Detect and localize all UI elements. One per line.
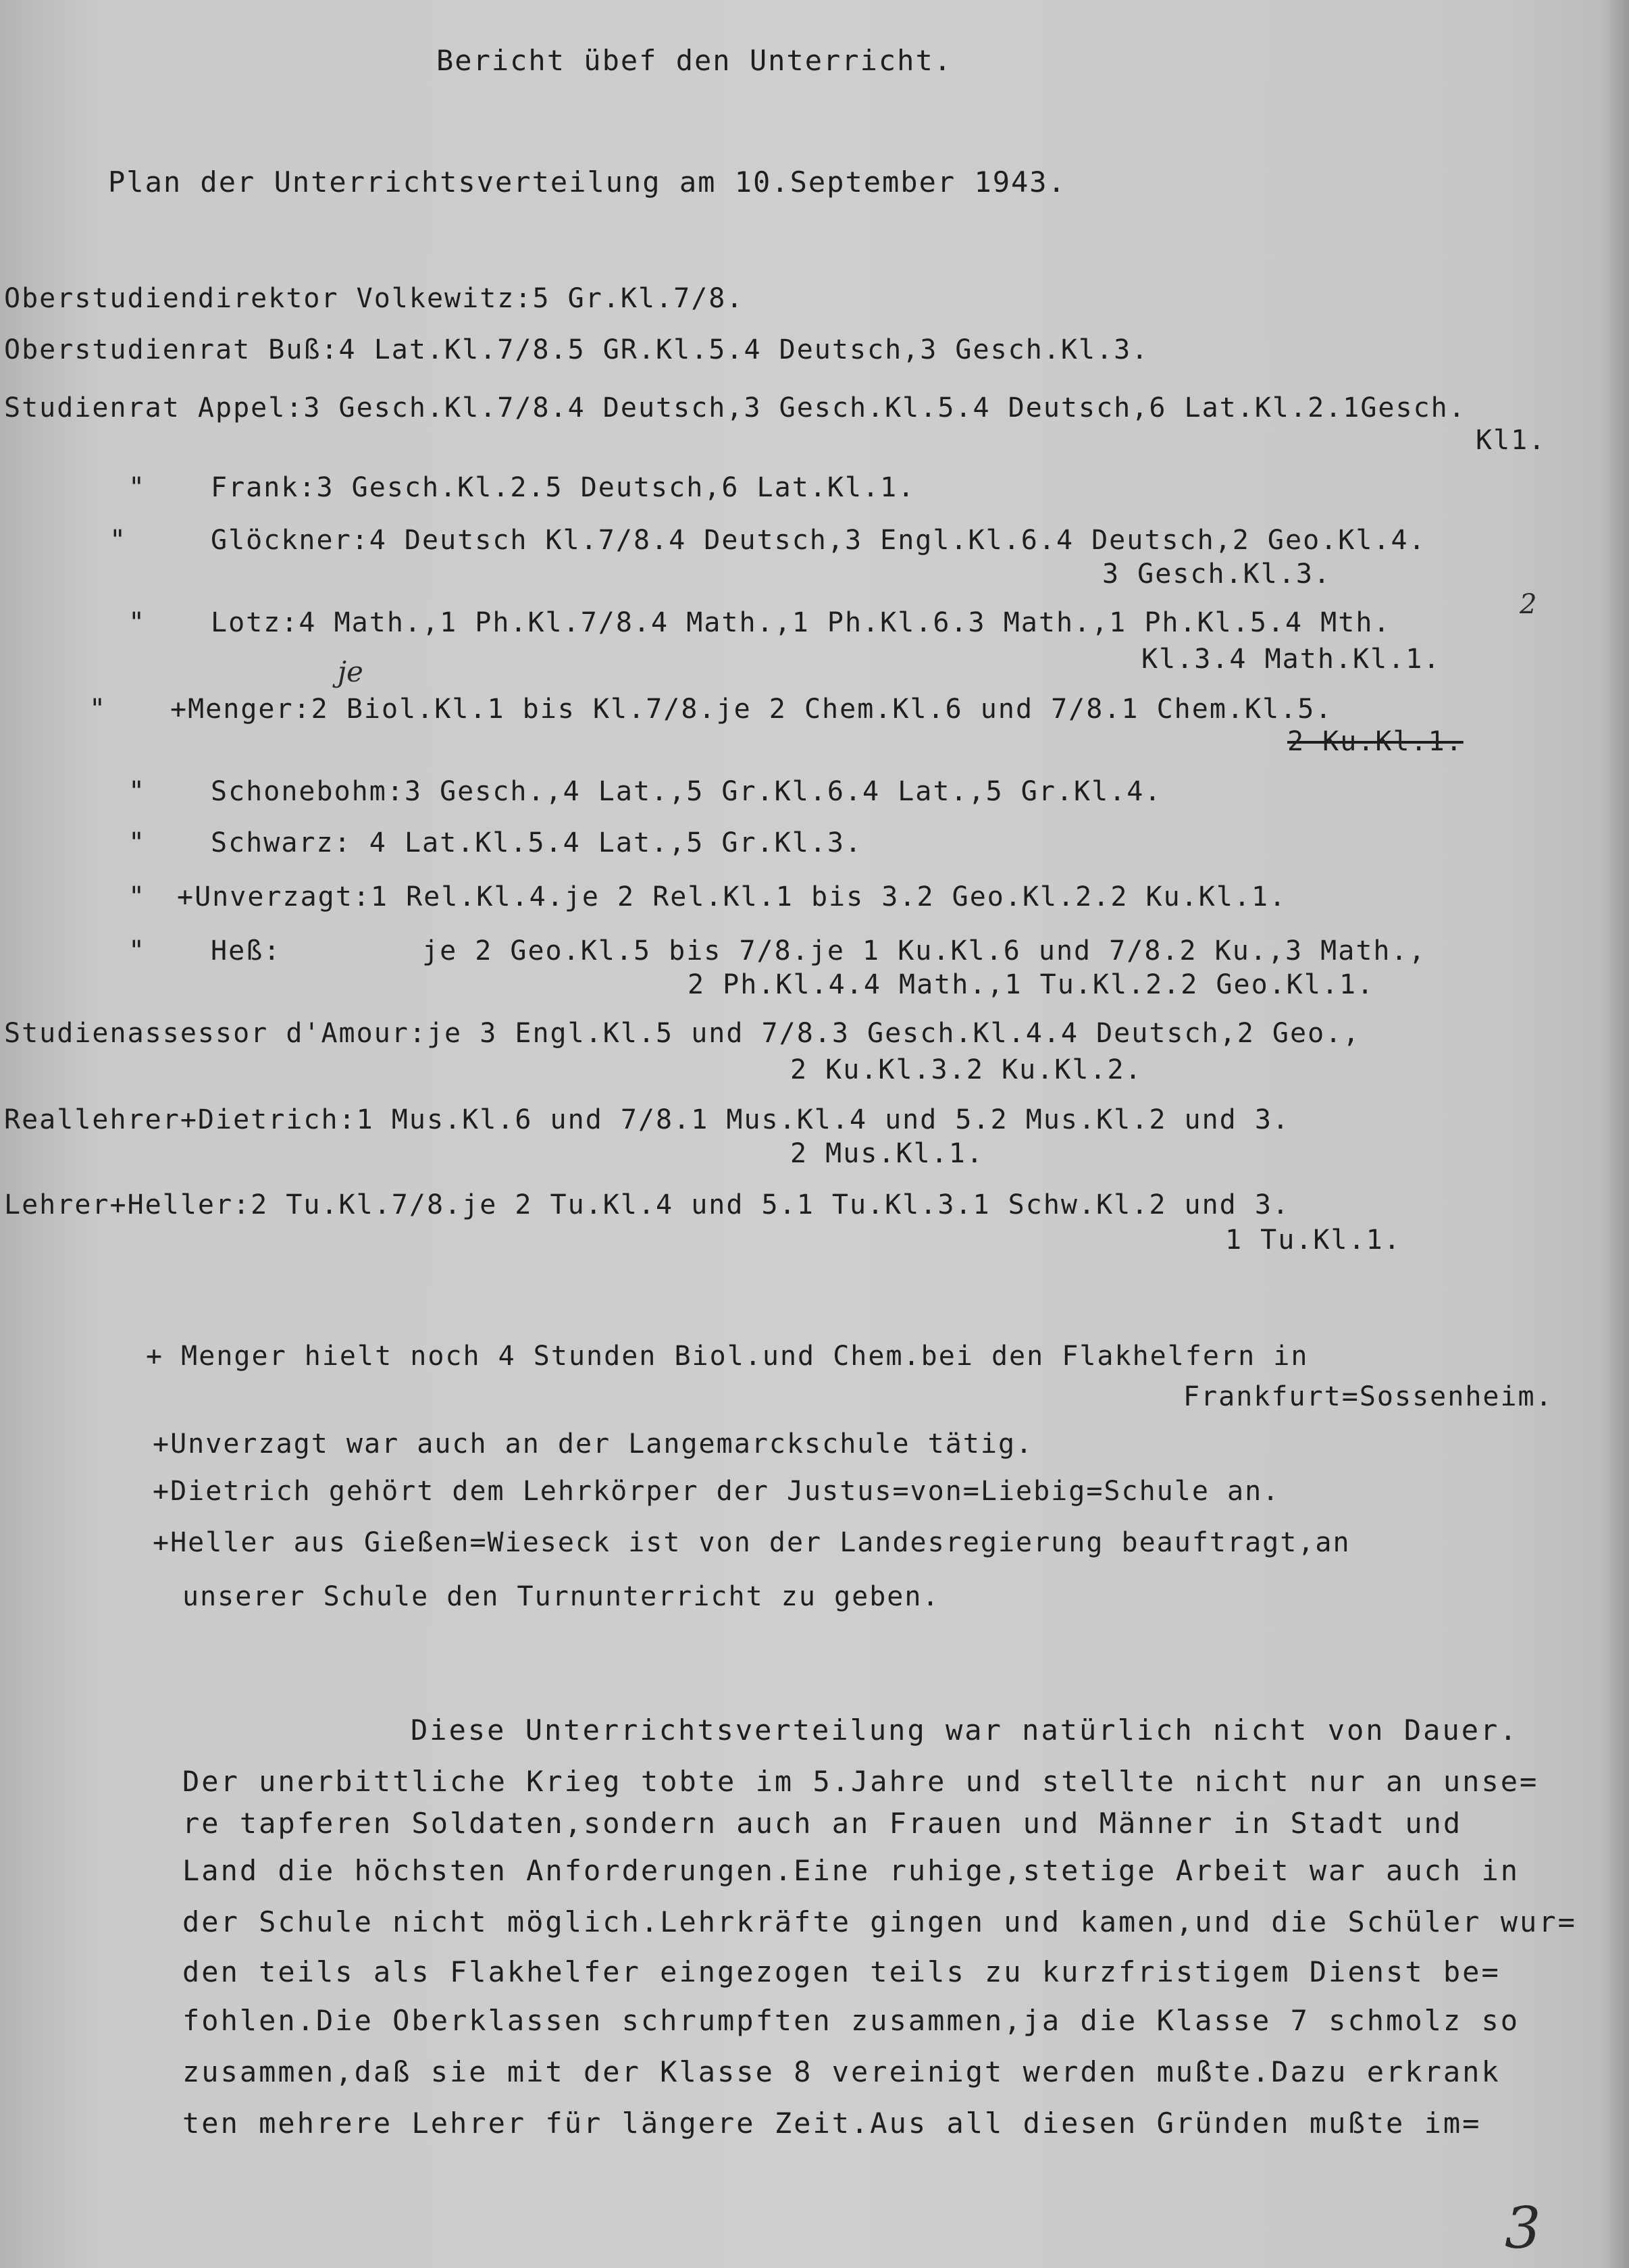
page-edge-shadow [1602,0,1629,2268]
ditto-mark: " [128,776,147,807]
ditto-mark: " [89,694,107,725]
footnote-line: +Unverzagt war auch an der Langemarckschule tätig. [153,1428,1034,1460]
teacher-line: Reallehrer+Dietrich:1 Mus.Kl.6 und 7/8.1 Mus.Kl.4 und 5.2 Mus.Kl.2 und 3. [4,1104,1290,1135]
teacher-line-continuation: Kl.3.4 Math.Kl.1. [1141,644,1441,675]
paragraph-line: der Schule nicht möglich.Lehrkräfte gingen und kamen,und die Schüler wur= [182,1905,1577,1938]
ditto-mark: " [128,472,147,503]
handwritten-je-insert: je [338,655,363,688]
teacher-line: Glöckner:4 Deutsch Kl.7/8.4 Deutsch,3 Engl.Kl.6.4 Deutsch,2 Geo.Kl.4. [211,525,1426,556]
footnote-line: +Heller aus Gießen=Wieseck ist von der Landesregierung beauftragt,an [153,1527,1351,1558]
ditto-mark: " [109,525,128,556]
teacher-line-continuation: 1 Tu.Kl.1. [1225,1225,1401,1256]
teacher-line-continuation: 3 Gesch.Kl.3. [1102,559,1332,590]
teacher-line: Oberstudienrat Buß:4 Lat.Kl.7/8.5 GR.Kl.5.4 Deutsch,3 Gesch.Kl.3. [4,334,1149,365]
teacher-line: Schonebohm:3 Gesch.,4 Lat.,5 Gr.Kl.6.4 Lat.,5 Gr.Kl.4. [211,776,1162,807]
teacher-line-continuation: 2 Ph.Kl.4.4 Math.,1 Tu.Kl.2.2 Geo.Kl.1. [688,969,1375,1000]
teacher-line: Heß: je 2 Geo.Kl.5 bis 7/8.je 1 Ku.Kl.6 und 7/8.2 Ku.,3 Math., [211,935,1426,967]
teacher-line: Lehrer+Heller:2 Tu.Kl.7/8.je 2 Tu.Kl.4 und 5.1 Tu.Kl.3.1 Schw.Kl.2 und 3. [4,1189,1290,1220]
teacher-line: +Menger:2 Biol.Kl.1 bis Kl.7/8.je 2 Chem.Kl.6 und 7/8.1 Chem.Kl.5. [170,694,1333,725]
teacher-line: +Unverzagt:1 Rel.Kl.4.je 2 Rel.Kl.1 bis 3.2 Geo.Kl.2.2 Ku.Kl.1. [177,881,1287,912]
teacher-line-continuation: Kl1. [1476,425,1547,456]
teacher-line: Frank:3 Gesch.Kl.2.5 Deutsch,6 Lat.Kl.1. [211,472,916,503]
paragraph-line: fohlen.Die Oberklassen schrumpften zusammen,ja die Klasse 7 schmolz so [182,2004,1520,2037]
paragraph-line: Der unerbittliche Krieg tobte im 5.Jahre und stellte nicht nur an unse= [182,1765,1539,1798]
paragraph-line: re tapferen Soldaten,sondern auch an Frauen und Männer in Stadt und [182,1807,1463,1840]
footnote-line-continuation: unserer Schule den Turnunterricht zu geben. [182,1581,940,1612]
footnote-line-continuation: Frankfurt=Sossenheim. [1183,1381,1553,1412]
paragraph-line: den teils als Flakhelfer eingezogen teils zu kurzfristigem Dienst be= [182,1955,1501,1988]
teacher-line-continuation: 2 Ku.Kl.3.2 Ku.Kl.2. [790,1054,1143,1085]
ditto-mark: " [128,881,147,912]
teacher-line: Schwarz: 4 Lat.Kl.5.4 Lat.,5 Gr.Kl.3. [211,827,863,858]
teacher-line: Studienrat Appel:3 Gesch.Kl.7/8.4 Deutsch,3 Gesch.Kl.5.4 Deutsch,6 Lat.Kl.2.1Gesch. [4,392,1466,423]
footnote-line: +Dietrich gehört dem Lehrkörper der Justus=von=Liebig=Schule an. [153,1476,1281,1507]
teacher-line-continuation: 2 Mus.Kl.1. [790,1138,984,1169]
ditto-mark: " [128,935,147,967]
footnote-line: + Menger hielt noch 4 Stunden Biol.und Chem.bei den Flakhelfern in [146,1341,1309,1372]
ditto-mark: " [128,607,147,638]
document-title: Bericht übef den Unterricht. [436,44,953,77]
handwritten-digit-insert: 2 [1520,589,1537,620]
paragraph-line: Land die höchsten Anforderungen.Eine ruhige,stetige Arbeit war auch in [182,1854,1520,1887]
teacher-line: Lotz:4 Math.,1 Ph.Kl.7/8.4 Math.,1 Ph.Kl.6.3 Math.,1 Ph.Kl.5.4 Mth. [211,607,1391,638]
ditto-mark: " [128,827,147,858]
paragraph-line: zusammen,daß sie mit der Klasse 8 vereinigt werden mußte.Dazu erkrank [182,2055,1501,2088]
paragraph-line: ten mehrere Lehrer für längere Zeit.Aus all diesen Gründen mußte im= [182,2107,1482,2140]
page-number: 3 [1505,2195,1541,2261]
teacher-line: Oberstudiendirektor Volkewitz:5 Gr.Kl.7/8. [4,283,744,314]
teacher-line: Studienassessor d'Amour:je 3 Engl.Kl.5 und 7/8.3 Gesch.Kl.4.4 Deutsch,2 Geo., [4,1018,1361,1049]
teacher-line-continuation-struck: 2 Ku.Kl.1. [1287,726,1464,757]
plan-heading: Plan der Unterrichtsverteilung am 10.September 1943. [108,165,1066,199]
paragraph-line: Diese Unterrichtsverteilung war natürlich nicht von Dauer. [411,1713,1519,1747]
